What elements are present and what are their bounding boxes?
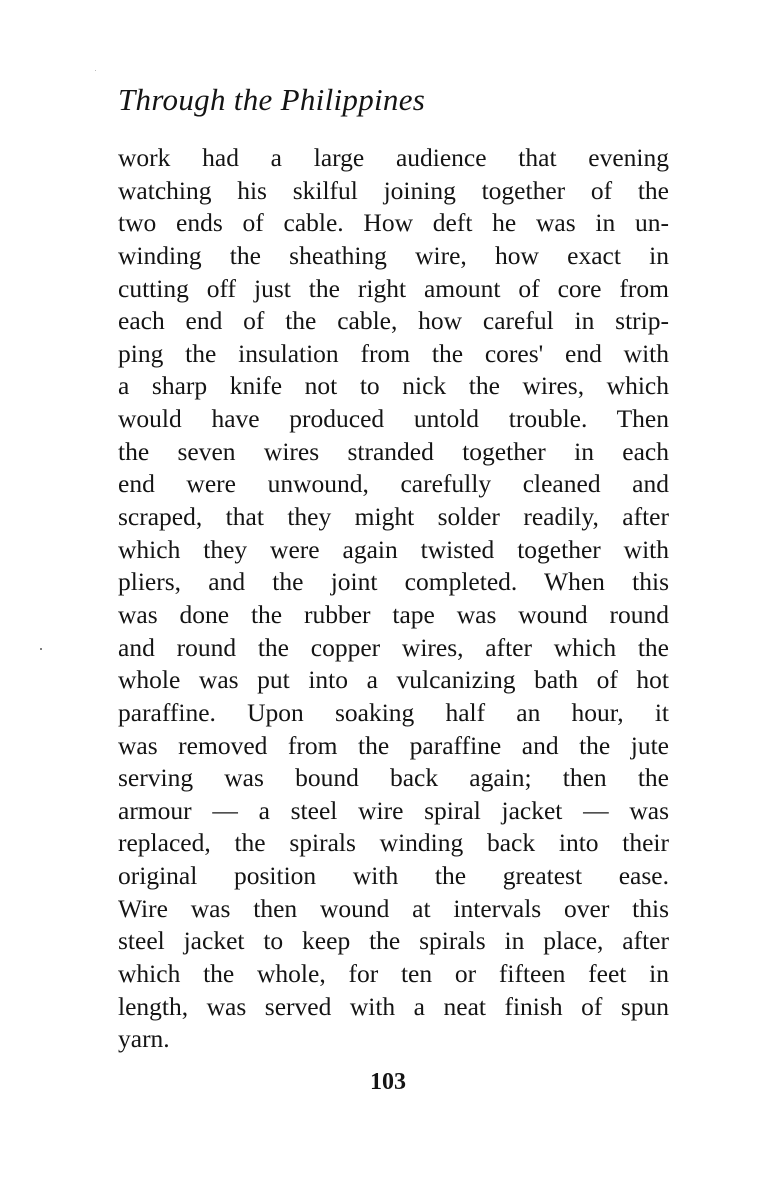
text-line: paraffine. Upon soaking half an hour, it: [118, 697, 669, 727]
text-line: pliers, and the joint completed. When this: [118, 567, 669, 597]
margin-speck: [40, 648, 42, 650]
text-line: watching his skilful joining together of the: [118, 175, 669, 205]
text-line: serving was bound back again; then the: [118, 763, 669, 793]
running-head: Through the Philippines: [118, 82, 426, 117]
text-line: armour — a steel wire spiral jacket — was: [118, 795, 669, 825]
text-line: was removed from the paraffine and the jute: [118, 730, 669, 760]
text-line: two ends of cable. How deft he was in un-: [118, 208, 669, 238]
text-line: and round the copper wires, after which the: [118, 632, 669, 662]
page-number: 103: [370, 1069, 406, 1095]
text-line: replaced, the spirals winding back into their: [118, 828, 669, 858]
text-line: winding the sheathing wire, how exact in: [118, 240, 669, 270]
text-line-last: yarn.: [118, 1024, 170, 1054]
text-line: the seven wires stranded together in each: [118, 436, 669, 466]
text-line: each end of the cable, how careful in strip-: [118, 306, 669, 336]
text-line: cutting off just the right amount of core from: [118, 273, 669, 303]
text-line: length, was served with a neat finish of spun: [118, 991, 669, 1021]
text-line: a sharp knife not to nick the wires, which: [118, 371, 669, 401]
text-line: steel jacket to keep the spirals in place, after: [118, 926, 669, 956]
scan-speck: [95, 70, 96, 71]
text-line: scraped, that they might solder readily, after: [118, 502, 669, 532]
text-line: original position with the greatest ease.: [118, 861, 669, 891]
text-line: ping the insulation from the cores' end with: [118, 338, 669, 368]
body-text: [118, 142, 669, 1056]
text-line: work had a large audience that evening: [118, 143, 669, 172]
text-line: would have produced untold trouble. Then: [118, 404, 669, 434]
text-line: which the whole, for ten or fifteen feet in: [118, 959, 669, 989]
text-line: which they were again twisted together with: [118, 534, 669, 564]
text-line: was done the rubber tape was wound round: [118, 599, 669, 629]
text-line: end were unwound, carefully cleaned and: [118, 469, 669, 499]
text-line: Wire was then wound at intervals over this: [118, 893, 669, 923]
text-line: whole was put into a vulcanizing bath of hot: [118, 665, 669, 695]
